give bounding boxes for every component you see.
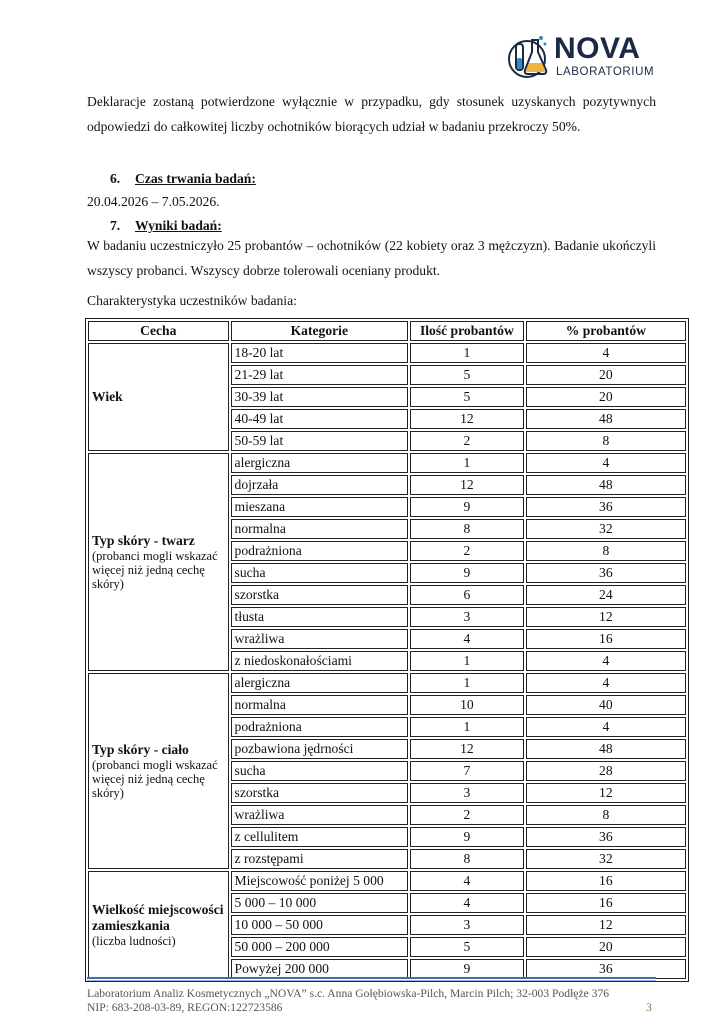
logo-subtitle: LABORATORIUM [556, 66, 655, 78]
category-cell: alergiczna [231, 673, 409, 693]
count-cell: 12 [410, 739, 524, 759]
percent-cell: 20 [526, 387, 686, 407]
count-cell: 9 [410, 827, 524, 847]
percent-cell: 16 [526, 629, 686, 649]
table-body [88, 343, 686, 979]
count-cell: 2 [410, 805, 524, 825]
header-cecha: Cecha [88, 321, 229, 341]
percent-cell: 32 [526, 849, 686, 869]
count-cell: 3 [410, 607, 524, 627]
category-cell: sucha [231, 563, 409, 583]
group-cell [88, 673, 229, 869]
group-note: (liczba ludności) [92, 934, 176, 948]
category-cell: podrażniona [231, 717, 409, 737]
percent-cell: 36 [526, 497, 686, 517]
count-cell: 9 [410, 563, 524, 583]
table-row [88, 453, 686, 473]
count-cell: 2 [410, 431, 524, 451]
footer-rule [87, 977, 656, 979]
percent-cell: 36 [526, 827, 686, 847]
section-6-number: 6. [110, 171, 121, 186]
percent-cell: 4 [526, 343, 686, 363]
count-cell: 8 [410, 519, 524, 539]
count-cell: 10 [410, 695, 524, 715]
header-ilosc: Ilość probantów [410, 321, 524, 341]
category-cell: podrażniona [231, 541, 409, 561]
category-cell: 10 000 – 50 000 [231, 915, 409, 935]
count-cell: 12 [410, 475, 524, 495]
group-cell [88, 871, 229, 979]
percent-cell: 4 [526, 651, 686, 671]
category-cell: wrażliwa [231, 805, 409, 825]
category-cell: 30-39 lat [231, 387, 409, 407]
percent-cell: 4 [526, 673, 686, 693]
category-cell: 18-20 lat [231, 343, 409, 363]
percent-cell: 48 [526, 409, 686, 429]
count-cell: 9 [410, 497, 524, 517]
count-cell: 3 [410, 915, 524, 935]
count-cell: 8 [410, 849, 524, 869]
category-cell: sucha [231, 761, 409, 781]
header-procent: % probantów [526, 321, 686, 341]
category-cell: pozbawiona jędrności [231, 739, 409, 759]
group-name: Typ skóry - ciało [92, 742, 189, 757]
percent-cell: 20 [526, 365, 686, 385]
category-cell: szorstka [231, 585, 409, 605]
group-name: Typ skóry - twarz [92, 533, 195, 548]
page-number: 3 [646, 1001, 652, 1014]
nova-logo [508, 30, 654, 84]
count-cell: 5 [410, 365, 524, 385]
percent-cell: 28 [526, 761, 686, 781]
group-note: (probanci mogli wskazać więcej niż jedną cechę skóry) [92, 758, 218, 800]
category-cell: 21-29 lat [231, 365, 409, 385]
section-6-heading [110, 169, 256, 189]
percent-cell: 40 [526, 695, 686, 715]
percent-cell: 36 [526, 959, 686, 979]
category-cell: z cellulitem [231, 827, 409, 847]
table-row [88, 673, 686, 693]
percent-cell: 8 [526, 431, 686, 451]
count-cell: 2 [410, 541, 524, 561]
percent-cell: 4 [526, 453, 686, 473]
intro-paragraph: Deklaracje zostaną potwierdzone wyłącznie w przypadku, gdy stosunek uzyskanych pozytywnych odpowiedzi do całkowitej liczby ochotników biorących udział w badaniu przekroczy 50%. [87, 94, 656, 134]
category-cell: Miejscowość poniżej 5 000 [231, 871, 409, 891]
group-cell [88, 453, 229, 671]
category-cell: normalna [231, 519, 409, 539]
percent-cell: 4 [526, 717, 686, 737]
table-row [88, 343, 686, 363]
header-kategorie: Kategorie [231, 321, 409, 341]
count-cell: 9 [410, 959, 524, 979]
category-cell: 50 000 – 200 000 [231, 937, 409, 957]
count-cell: 5 [410, 387, 524, 407]
section-7-number: 7. [110, 218, 121, 233]
percent-cell: 36 [526, 563, 686, 583]
percent-cell: 12 [526, 783, 686, 803]
count-cell: 4 [410, 893, 524, 913]
category-cell: tłusta [231, 607, 409, 627]
section-7-heading [110, 216, 222, 236]
category-cell: normalna [231, 695, 409, 715]
category-cell: 40-49 lat [231, 409, 409, 429]
category-cell: szorstka [231, 783, 409, 803]
section-6-title: Czas trwania badań: [135, 171, 256, 186]
percent-cell: 32 [526, 519, 686, 539]
lab-flask-icon [508, 32, 552, 82]
count-cell: 6 [410, 585, 524, 605]
category-cell: mieszana [231, 497, 409, 517]
count-cell: 1 [410, 651, 524, 671]
section-7-title: Wyniki badań: [135, 218, 222, 233]
count-cell: 5 [410, 937, 524, 957]
category-cell: z rozstępami [231, 849, 409, 869]
category-cell: 50-59 lat [231, 431, 409, 451]
category-cell: wrażliwa [231, 629, 409, 649]
count-cell: 3 [410, 783, 524, 803]
percent-cell: 8 [526, 805, 686, 825]
count-cell: 4 [410, 629, 524, 649]
table-header-row [88, 321, 686, 341]
footer-address: Laboratorium Analiz Kosmetycznych „NOVA” s.c. Anna Gołębiowska-Pilch, Marcin Pilch; 32-003 Podłęże 376 [87, 987, 610, 1000]
percent-cell: 16 [526, 893, 686, 913]
group-name: Wielkość miejscowości zamieszkania [92, 902, 224, 933]
category-cell: z niedoskonałościami [231, 651, 409, 671]
group-name: Wiek [92, 389, 123, 404]
section-7-paragraph: W badaniu uczestniczyło 25 probantów – ochotników (22 kobiety oraz 3 mężczyzn). Badanie ukończyli wszyscy probanci. Wszyscy dobrze tolerowali oceniany produkt. [87, 238, 656, 278]
percent-cell: 48 [526, 475, 686, 495]
count-cell: 12 [410, 409, 524, 429]
category-cell: 5 000 – 10 000 [231, 893, 409, 913]
category-cell: alergiczna [231, 453, 409, 473]
participants-table [85, 318, 689, 982]
section-6-text: 20.04.2026 – 7.05.2026. [87, 194, 220, 209]
count-cell: 1 [410, 717, 524, 737]
count-cell: 4 [410, 871, 524, 891]
percent-cell: 24 [526, 585, 686, 605]
percent-cell: 12 [526, 607, 686, 627]
logo-name: NOVA [554, 32, 641, 65]
count-cell: 7 [410, 761, 524, 781]
footer-rule-thin [87, 980, 656, 981]
group-note: (probanci mogli wskazać więcej niż jedną cechę skóry) [92, 549, 218, 591]
footer-ids: NIP: 683-208-03-89, REGON:122723586 [87, 1001, 283, 1014]
category-cell: dojrzała [231, 475, 409, 495]
count-cell: 1 [410, 453, 524, 473]
percent-cell: 12 [526, 915, 686, 935]
count-cell: 1 [410, 343, 524, 363]
group-cell [88, 343, 229, 451]
percent-cell: 8 [526, 541, 686, 561]
count-cell: 1 [410, 673, 524, 693]
percent-cell: 16 [526, 871, 686, 891]
table-caption: Charakterystyka uczestników badania: [87, 293, 297, 308]
category-cell: Powyżej 200 000 [231, 959, 409, 979]
percent-cell: 48 [526, 739, 686, 759]
percent-cell: 20 [526, 937, 686, 957]
table-row [88, 871, 686, 891]
